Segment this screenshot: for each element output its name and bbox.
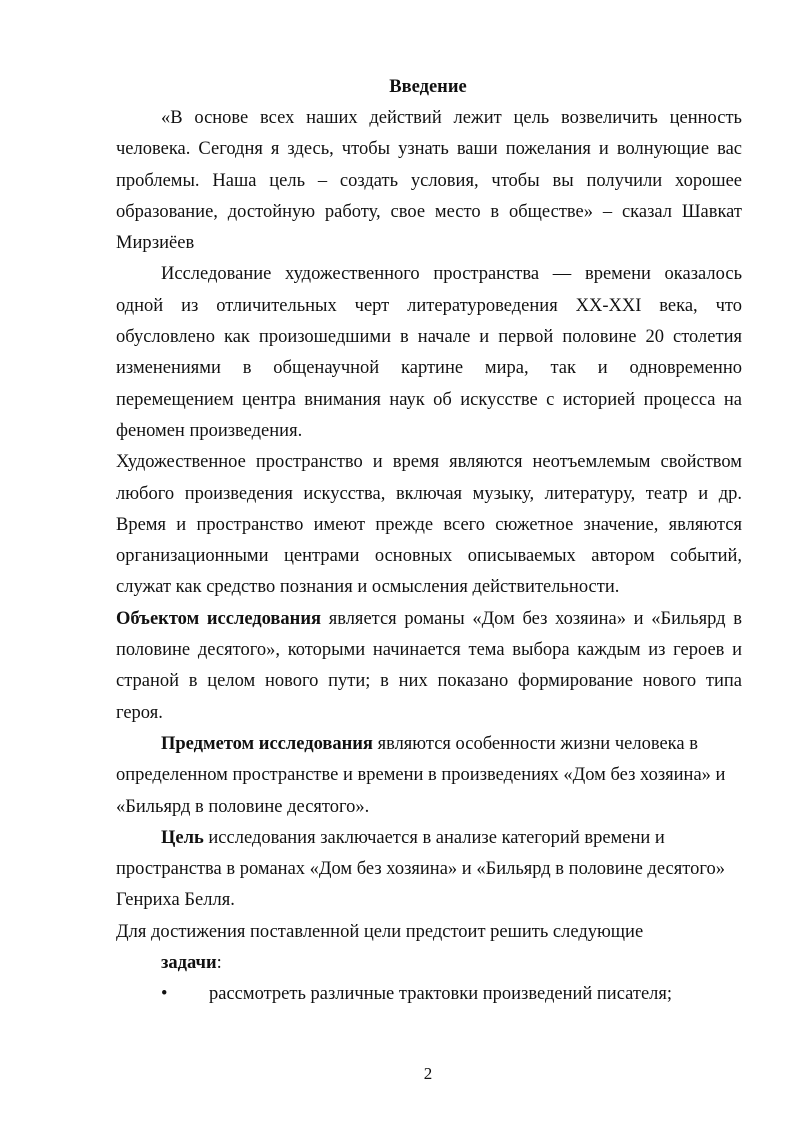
goal-paragraph [116, 823, 742, 917]
subject-label: Предметом исследования [161, 733, 373, 754]
quote-paragraph: «В основе всех наших действий лежит цель возвеличить ценность человека. Сегодня я здесь, чтобы узнать ваши пожелания и волнующие вас проблемы. Наша цель – создать условия, чтобы вы получили хорошее образование, достойную работу, свое место в обществе» – сказал Шавкат Мирзиёев [116, 108, 742, 254]
space-time-paragraph: Художественное пространство и время являются неотъемлемым свойством любого произведения искусства, включая музыку, литературу, театр и др. Время и пространство имеют прежде всего сюжетное значение, являются организационными центрами основных описываемых автором событий, служат как средство познания и осмысления действительности. [116, 452, 742, 598]
tasks-label: задачи [161, 953, 217, 974]
tasks-colon: : [216, 953, 222, 974]
goal-text: исследования заключается в анализе категорий времени и пространства в романах «Дом без хозяина» и «Бильярд в половине десятого» Генриха Белля. [116, 827, 725, 911]
research-paragraph: Исследование художественного пространства — времени оказалось одной из отличительных черт литературоведения XX-XXI века, что обусловлено как произошедшими в начале и первой половине 20 столетия изменениями в общенаучной картине мира, так и одновременно перемещением центра внимания наук об искусстве с историей процесса на феномен произведения. [116, 264, 742, 441]
goal-label: Цель [161, 827, 204, 848]
list-item-text: рассмотреть различные трактовки произведений писателя; [209, 984, 673, 1005]
object-paragraph [116, 604, 742, 729]
body-text [116, 103, 742, 1011]
object-label: Объектом исследования [116, 608, 322, 629]
tasks-intro-paragraph: Для достижения поставленной цели предстоит решить следующие [116, 921, 644, 942]
bullet-icon: • [161, 984, 168, 1005]
page-title: Введение [389, 77, 467, 97]
page-number: 2 [423, 1064, 433, 1083]
list-item [116, 979, 742, 1010]
object-text: является романы «Дом без хозяина» и «Бильярд в половине десятого», которыми начинается тема выбора каждым из героев и страной в целом нового пути; в них показано формирование нового типа героя. [116, 608, 742, 723]
subject-text: являются особенности жизни человека в определенном пространстве и времени в произведениях «Дом без хозяина» и «Бильярд в половине десятого». [116, 733, 726, 817]
tasks-heading [116, 948, 742, 979]
subject-paragraph [116, 729, 742, 823]
